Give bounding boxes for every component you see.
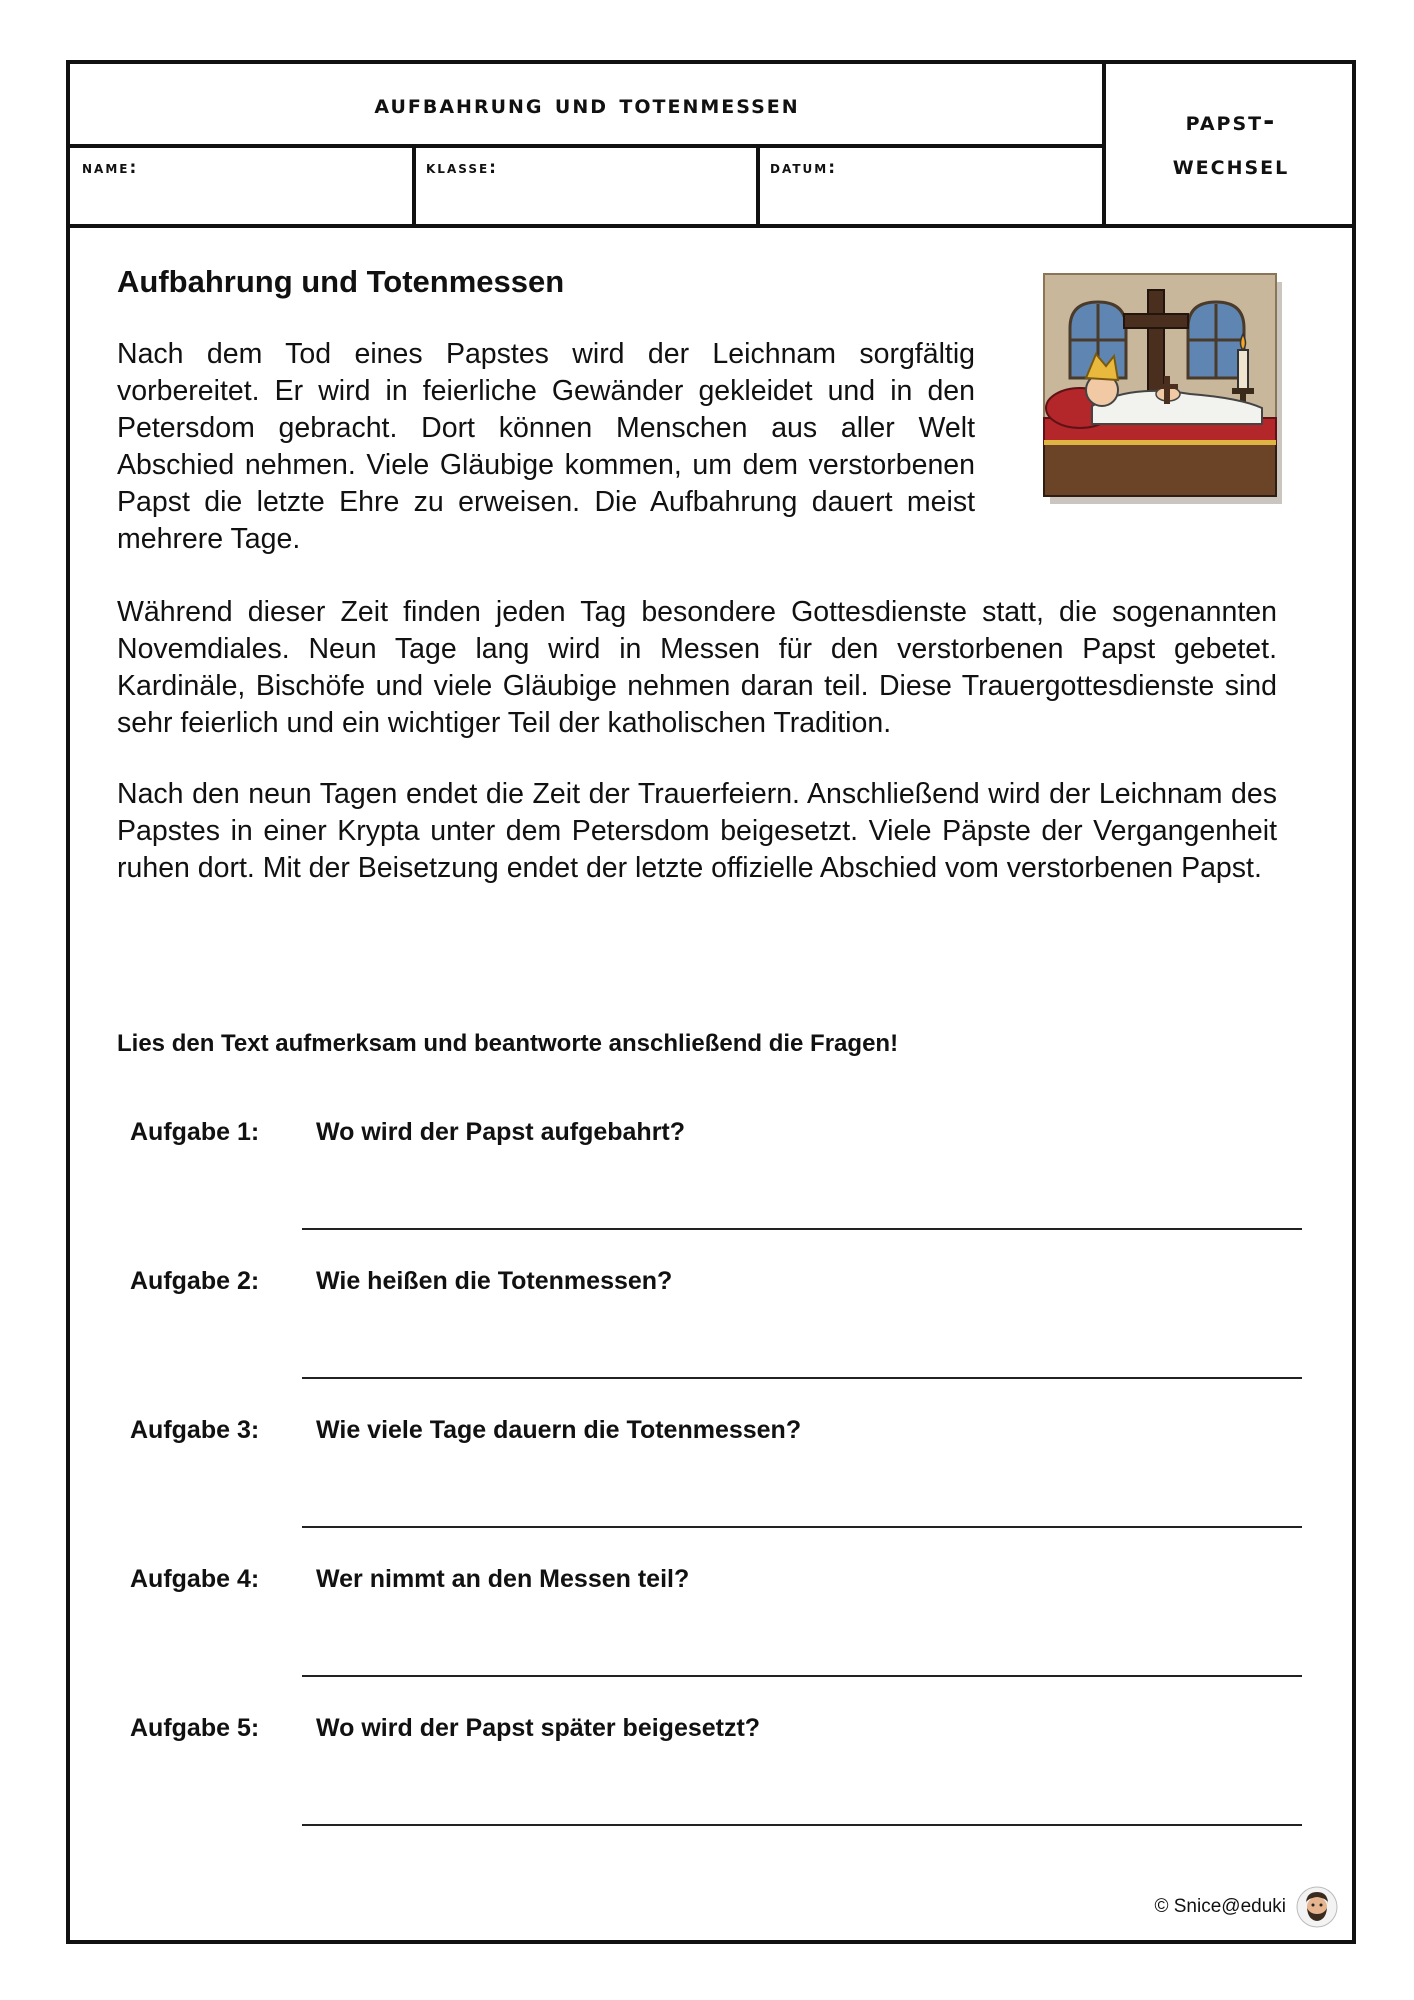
author-avatar-icon: [1296, 1886, 1338, 1928]
article-heading: Aufbahrung und Totenmessen: [117, 264, 565, 299]
article-paragraph-1: Nach dem Tod eines Papstes wird der Leichnam sorgfältig vorbereitet. Er wird in feierliche Gewänder gekleidet und in den Petersdom gebracht. Dort können Menschen aus aller Welt Abschied nehmen. Viele Gläubige kommen, um dem verstorbenen Papst die letzte Ehre zu erweisen. Die Aufbahrung dauert meist mehrere Tage.: [117, 338, 975, 555]
datum-field-label: datum:: [770, 158, 837, 178]
task-item: [130, 1714, 1300, 1834]
task-question: Wer nimmt an den Messen teil?: [316, 1565, 690, 1593]
task-question: Wo wird der Papst später beigesetzt?: [316, 1714, 761, 1742]
task-item: [130, 1267, 1300, 1387]
field-divider-1: [412, 144, 416, 228]
task-question: Wie viele Tage dauern die Totenmessen?: [316, 1416, 802, 1444]
answer-line[interactable]: [302, 1526, 1302, 1528]
answer-line[interactable]: [302, 1824, 1302, 1826]
pope-lying-in-state-illustration: [1040, 268, 1290, 508]
klasse-field-label: klasse:: [426, 158, 498, 178]
worksheet-title-text: aufbahrung und totenmessen: [374, 88, 800, 120]
task-question: Wo wird der Papst aufgebahrt?: [316, 1118, 686, 1146]
task-instruction: Lies den Text aufmerksam und beantworte anschließend die Fragen!: [117, 1030, 899, 1057]
answer-line[interactable]: [302, 1228, 1302, 1230]
task-question: Wie heißen die Totenmessen?: [316, 1267, 673, 1295]
worksheet-title: [70, 64, 1104, 144]
task-item: [130, 1416, 1300, 1536]
article-paragraph-3: Nach den neun Tagen endet die Zeit der Trauerfeiern. Anschließend wird der Leichnam des Papstes in einer Krypta unter dem Petersdom beigesetzt. Viele Päpste der Vergangenheit ruhen dort. Mit der Beisetzung endet der letzte offizielle Abschied vom verstorbenen Papst.: [117, 778, 1277, 884]
task-item: [130, 1565, 1300, 1685]
topic-badge-line-1: papst-: [1185, 106, 1277, 137]
copyright-notice: © Snice@eduki: [1154, 1896, 1286, 1917]
answer-line[interactable]: [302, 1377, 1302, 1379]
article-paragraph-2: Während dieser Zeit finden jeden Tag besondere Gottesdienste statt, die sogenannten Novemdiales. Neun Tage lang wird in Messen für den verstorbenen Papst gebetet. Kardinäle, Bischöfe und viele Gläubige nehmen daran teil. Diese Trauergottesdienste sind sehr feierlich und ein wichtiger Teil der katholischen Tradition.: [117, 596, 1277, 739]
task-label: Aufgabe 3:: [130, 1416, 260, 1444]
task-item: [130, 1118, 1300, 1238]
field-divider-2: [756, 144, 760, 228]
header-divider: [66, 144, 1106, 148]
name-field-label: name:: [82, 158, 139, 178]
topic-badge-line-2: wechsel: [1172, 150, 1290, 181]
task-label: Aufgabe 2:: [130, 1267, 260, 1295]
task-label: Aufgabe 5:: [130, 1714, 260, 1742]
task-label: Aufgabe 1:: [130, 1118, 260, 1146]
answer-line[interactable]: [302, 1675, 1302, 1677]
topic-badge: [1106, 64, 1356, 224]
task-label: Aufgabe 4:: [130, 1565, 260, 1593]
